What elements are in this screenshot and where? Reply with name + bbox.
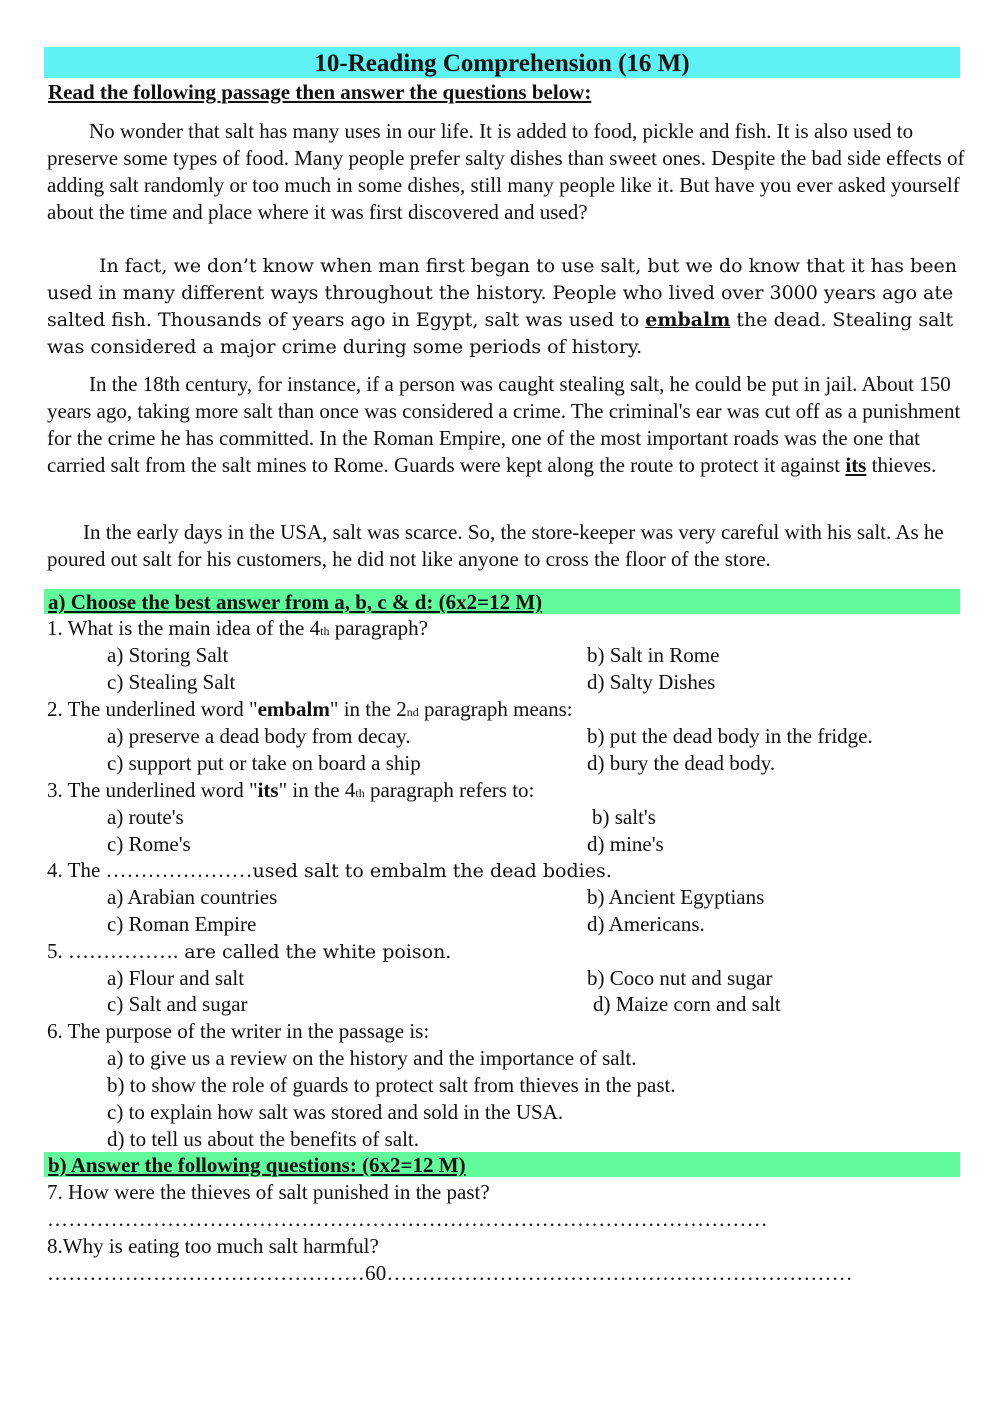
underlined-word-its: its	[845, 453, 867, 477]
q6-option-c[interactable]: c) to explain how salt was stored and sold in the USA.	[107, 1100, 564, 1124]
q2-option-b[interactable]: b) put the dead body in the fridge.	[587, 724, 873, 748]
q1-option-c[interactable]: c) Stealing Salt	[107, 670, 236, 694]
answer-line-8[interactable]: ………………………………………60…………………………………………………………	[47, 1261, 853, 1285]
q1-option-d[interactable]: d) Salty Dishes	[587, 670, 716, 694]
passage-paragraph-4: In the early days in the USA, salt was scarce. So, the store-keeper was very careful with his salt. As he poured out salt for his customers, he did not like anyone to cross the floor of the store.	[47, 520, 944, 571]
q5-option-c[interactable]: c) Salt and sugar	[107, 992, 248, 1016]
underlined-word-embalm: embalm	[645, 309, 731, 331]
q4-option-a[interactable]: a) Arabian countries	[107, 885, 278, 909]
q6-option-b[interactable]: b) to show the role of guards to protect salt from thieves in the past.	[107, 1073, 676, 1097]
page-number: 60	[365, 1261, 387, 1285]
answer-line-7[interactable]: …………………………………………………………………………………………	[47, 1207, 768, 1231]
question-6: 6. The purpose of the writer in the passage is:	[47, 1019, 430, 1043]
section-a-header: a) Choose the best answer from a, b, c & d: (6x2=12 M)	[44, 589, 960, 614]
page-title: 10-Reading Comprehension (16 M)	[44, 47, 960, 78]
q3-option-b[interactable]: b) salt's	[592, 805, 656, 829]
question-2: 2. The underlined word "embalm" in the 2nd paragraph means:	[47, 697, 573, 721]
q3-option-a[interactable]: a) route's	[107, 805, 184, 829]
q1-option-b[interactable]: b) Salt in Rome	[587, 643, 720, 667]
section-b-header: b) Answer the following questions: (6x2=12 M)	[44, 1152, 960, 1177]
q5-option-d[interactable]: d) Maize corn and salt	[593, 992, 781, 1016]
q6-option-a[interactable]: a) to give us a review on the history and the importance of salt.	[107, 1046, 637, 1070]
passage-paragraph-3: In the 18th century, for instance, if a person was caught stealing salt, he could be put in jail. About 150 years ago, taking more salt than once was considered a crime. The criminal's ear was cut off as a punishment for the crime he has committed. In the Roman Empire, one of the most important roads was the one that carried salt from the salt mines to Rome. Guards were kept along the route to protect it against its thieves.	[47, 372, 961, 477]
q6-option-d[interactable]: d) to tell us about the benefits of salt.	[107, 1127, 420, 1151]
q1-option-a[interactable]: a) Storing Salt	[107, 643, 229, 667]
q3-option-c[interactable]: c) Rome's	[107, 832, 191, 856]
passage-paragraph-1: No wonder that salt has many uses in our life. It is added to food, pickle and fish. It is also used to preserve some types of food. Many people prefer salty dishes than sweet ones. Despite the bad side effects of adding salt randomly or too much in some dishes, still many people like it. But have you ever asked yourself about the time and place where it was first discovered and used?	[47, 119, 965, 224]
q5-option-b[interactable]: b) Coco nut and sugar	[587, 966, 773, 990]
q2-option-c[interactable]: c) support put or take on board a ship	[107, 751, 421, 775]
question-4: 4. The …………………used salt to embalm the dead bodies.	[47, 858, 612, 882]
q2-option-d[interactable]: d) bury the dead body.	[587, 751, 776, 775]
q4-option-d[interactable]: d) Americans.	[587, 912, 705, 936]
instructions: Read the following passage then answer the questions below:	[48, 80, 592, 104]
question-8: 8.Why is eating too much salt harmful?	[47, 1234, 379, 1258]
question-1: 1. What is the main idea of the 4th paragraph?	[47, 616, 428, 640]
question-3: 3. The underlined word "its" in the 4th paragraph refers to:	[47, 778, 535, 802]
question-5: 5. ……………. are called the white poison.	[47, 939, 452, 963]
q2-option-a[interactable]: a) preserve a dead body from decay.	[107, 724, 411, 748]
q5-option-a[interactable]: a) Flour and salt	[107, 966, 245, 990]
q3-option-d[interactable]: d) mine's	[587, 832, 664, 856]
q4-option-b[interactable]: b) Ancient Egyptians	[587, 885, 765, 909]
question-7: 7. How were the thieves of salt punished in the past?	[47, 1180, 490, 1204]
passage-paragraph-2: In fact, we don’t know when man first began to use salt, but we do know that it has been used in many different ways throughout the history. People who lived over 3000 years ago ate salted fish. Thousands of years ago in Egypt, salt was used to embalm the dead. Stealing salt was considered a major crime during some periods of history.	[47, 255, 957, 358]
q4-option-c[interactable]: c) Roman Empire	[107, 912, 257, 936]
